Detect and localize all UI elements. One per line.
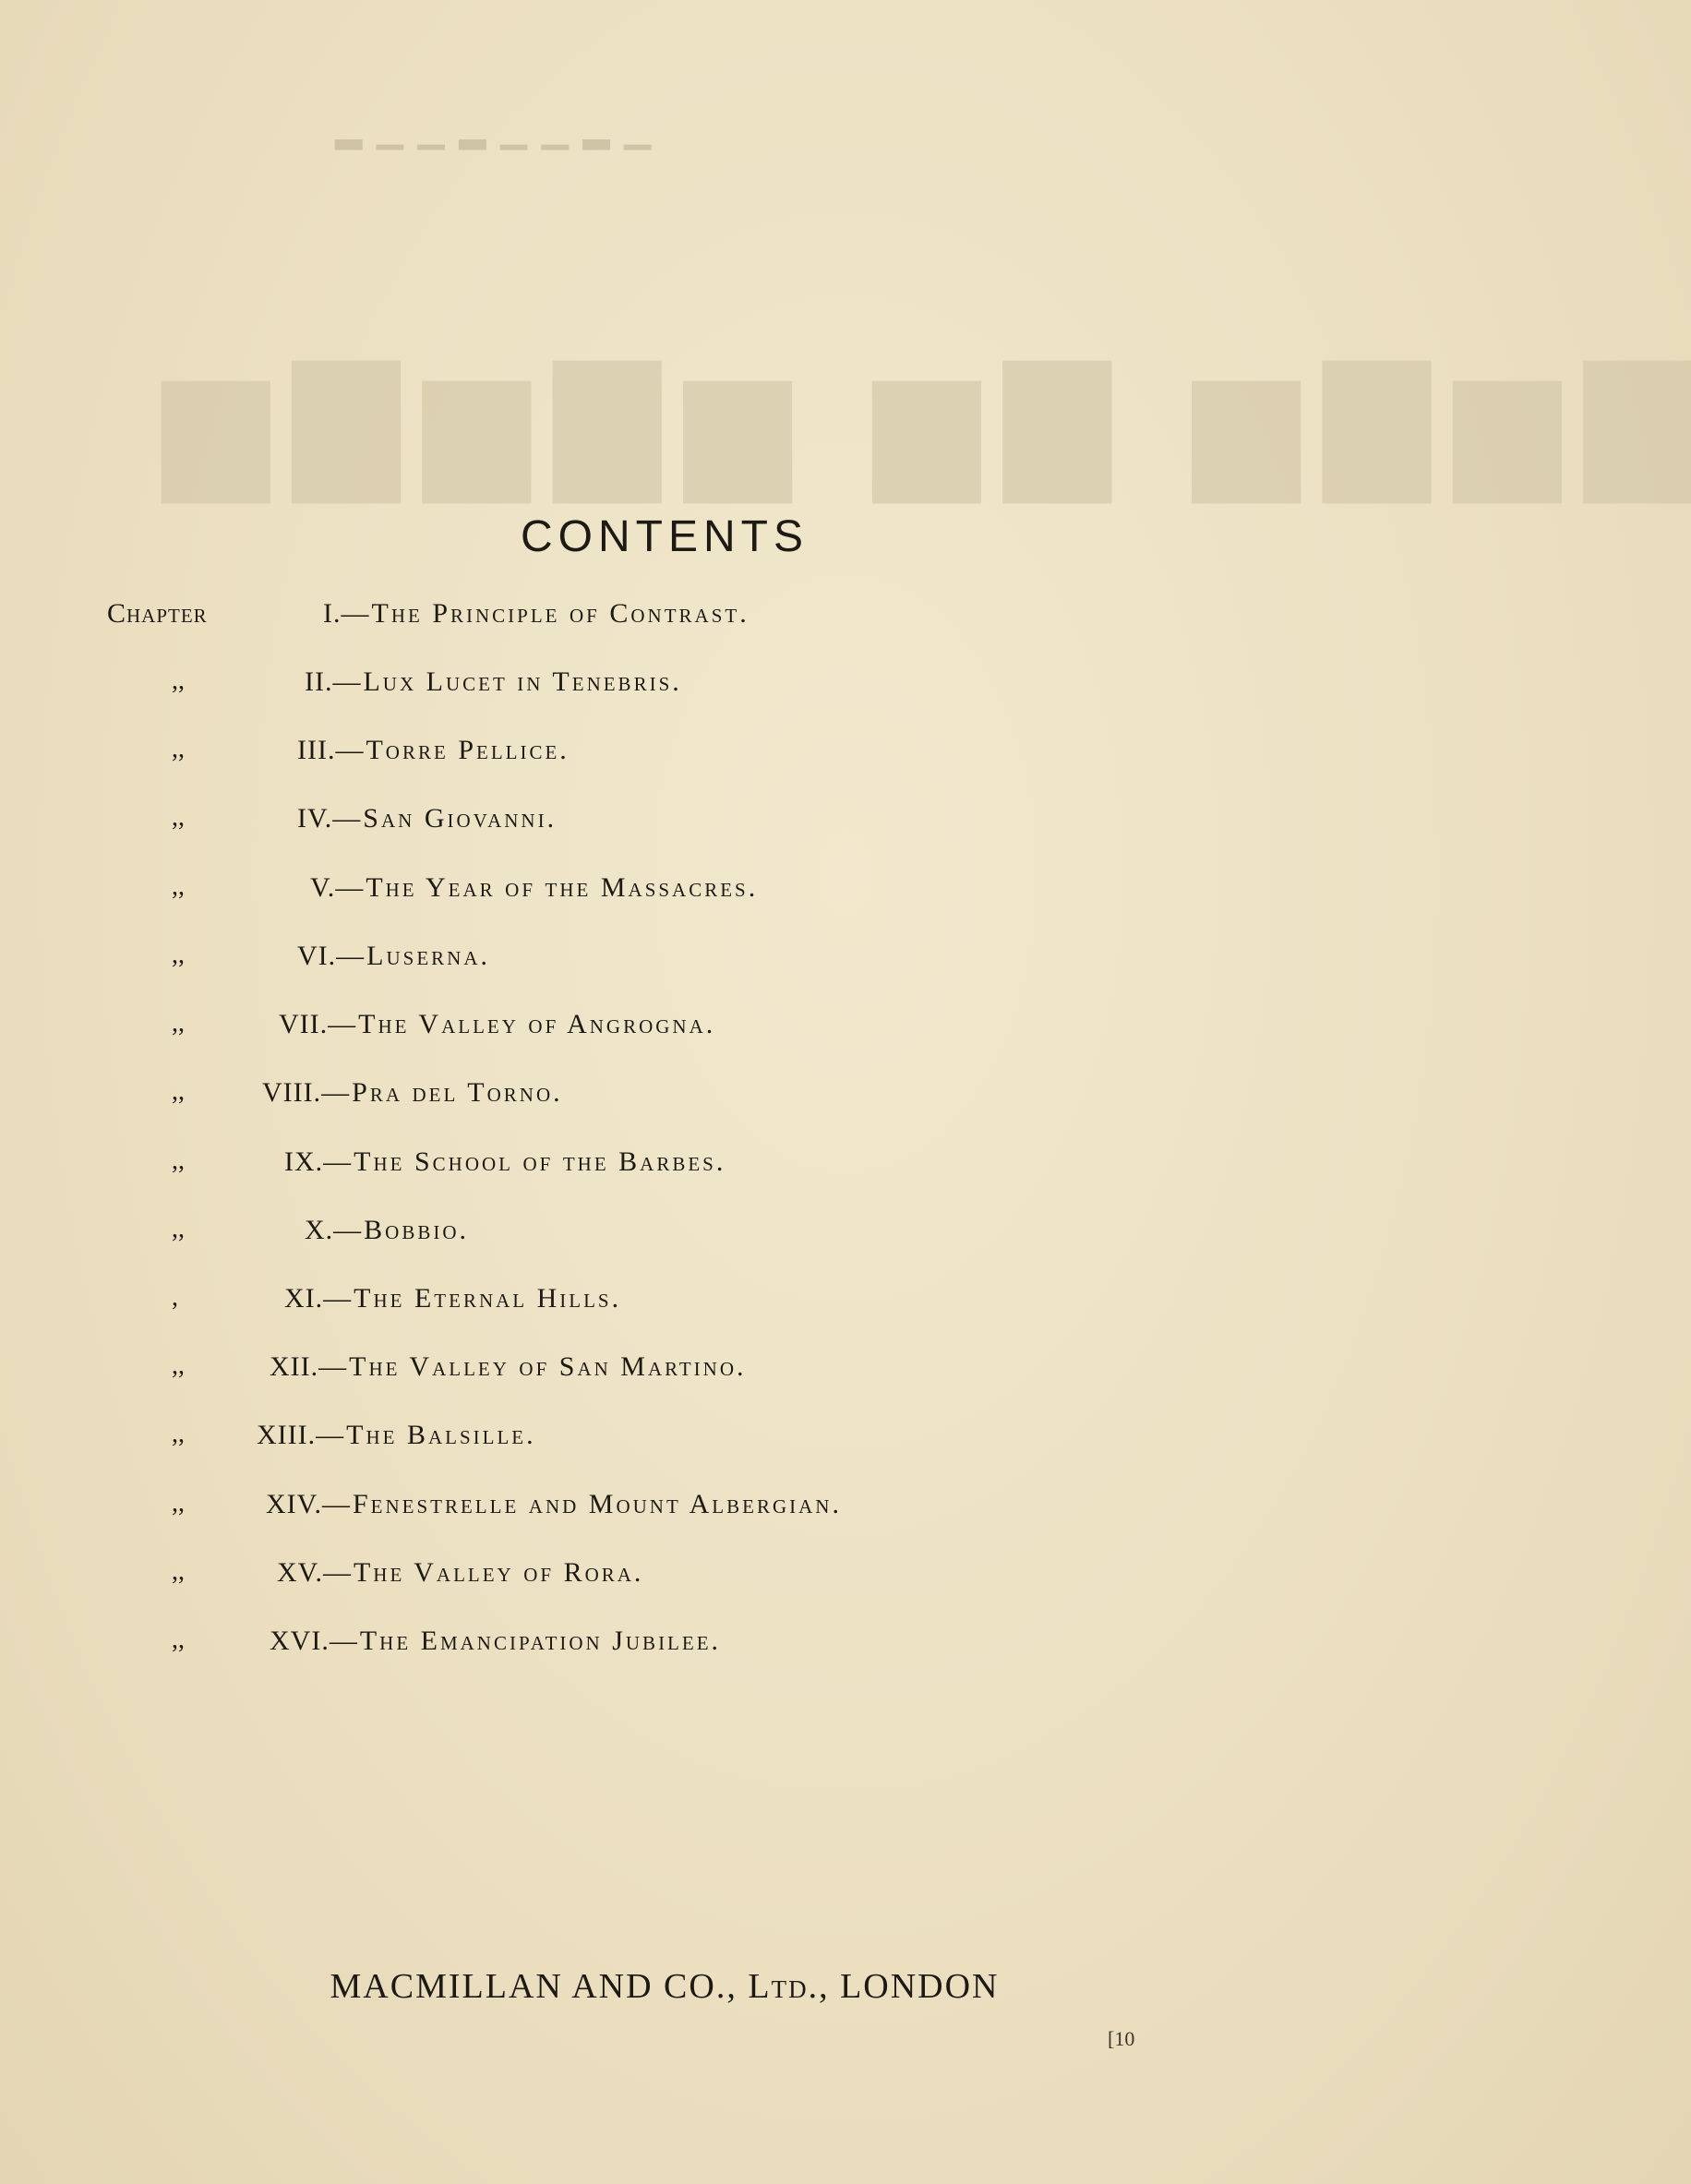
ditto-mark: ,, [172,1215,185,1243]
toc-row [0,666,1329,722]
chapter-entry [279,1009,715,1040]
ditto-mark: ,, [172,1077,185,1106]
chapter-title: —The Eternal Hills. [323,1283,622,1314]
chapter-numeral: IV. [297,803,333,834]
chapter-numeral: V. [310,872,336,903]
chapter-entry [284,1146,726,1178]
contents-heading: CONTENTS [521,512,809,562]
chapter-title: —The Year of the Massacres. [335,872,759,903]
ditto-mark: ,, [172,1351,185,1380]
chapter-numeral: XIV. [266,1489,322,1519]
chapter-title: —The Valley of Rora. [322,1557,644,1588]
chapter-entry [257,1420,536,1451]
show-through-shadow: ▇▆▇▆ ▇▆ ▆▇▆▇▆ [138,346,1691,499]
chapter-entry [297,735,570,766]
chapter-numeral: II. [305,666,333,697]
ditto-mark: ,, [172,803,185,832]
chapter-numeral: IX. [284,1146,324,1177]
chapter-entry [277,1557,643,1589]
publisher-name: MACMILLAN AND CO., [330,1967,749,2006]
toc-row [0,872,1329,928]
chapter-entry [305,1215,469,1246]
chapter-title: —The Balsille. [316,1420,536,1450]
ditto-mark: ,, [172,941,185,969]
chapter-numeral: VII. [279,1009,329,1039]
chapter-title: —Bobbio. [333,1215,470,1245]
toc-row [0,1557,1329,1613]
chapter-entry [284,1283,621,1314]
chapter-numeral: III. [297,735,336,765]
chapter-title: —San Giovanni. [332,803,558,834]
chapter-title: —Fenestrelle and Mount Albergian. [321,1489,842,1519]
signature-mark: [10 [1108,2027,1135,2050]
chapter-numeral: I. [323,598,342,629]
chapter-title: —Luserna. [336,941,490,971]
chapter-title: —Torre Pellice. [335,735,570,765]
chapter-entry [297,803,557,834]
chapter-entry [305,666,682,698]
toc-row [0,1215,1329,1270]
toc-row [0,1283,1329,1338]
toc-row [0,1009,1329,1064]
ditto-mark: ,, [172,1009,185,1038]
chapter-entry [266,1489,842,1520]
chapter-title: —Lux Lucet in Tenebris. [332,666,682,697]
ditto-mark: ,, [172,1146,185,1175]
chapter-numeral: XVI. [270,1626,330,1656]
ditto-mark: , [172,1283,178,1312]
chapter-entry [310,872,758,904]
chapter-entry [323,598,750,630]
toc-row [0,598,1329,654]
chapter-entry [270,1626,721,1657]
show-through-shadow: ▁ ▂ ▁ ▁ ▂ ▁ ▁ ▂ [332,111,652,150]
chapter-entry [297,941,490,972]
publisher-imprint [0,1966,1329,2007]
chapter-numeral: X. [305,1215,334,1245]
toc-row [0,1077,1329,1133]
toc-row [0,1489,1329,1544]
ditto-mark: ,, [172,1489,185,1518]
chapter-title: —The Principle of Contrast. [341,598,750,629]
toc-row [0,1146,1329,1202]
chapter-title: —The Emancipation Jubilee. [329,1626,722,1656]
chapter-numeral: XIII. [257,1420,317,1450]
ditto-mark: ,, [172,1626,185,1654]
chapter-title: —Pra del Torno. [321,1077,563,1108]
chapter-title: —The Valley of Angrogna. [328,1009,716,1039]
ditto-mark: ,, [172,872,185,901]
ditto-mark: ,, [172,1420,185,1448]
toc-row [0,1351,1329,1407]
publisher-city: , LONDON [819,1967,1000,2006]
chapter-numeral: XI. [284,1283,324,1314]
chapter-numeral: XV. [277,1557,323,1588]
chapter-numeral: VIII. [262,1077,322,1108]
chapter-numeral: XII. [270,1351,319,1382]
chapter-entry [270,1351,747,1383]
chapter-entry [262,1077,563,1109]
toc-row [0,1420,1329,1475]
chapter-numeral: VI. [297,941,337,971]
chapter-title: —The Valley of San Martino. [318,1351,747,1382]
toc-row [0,803,1329,858]
chapter-title: —The School of the Barbes. [323,1146,726,1177]
toc-row [0,941,1329,996]
ditto-mark: ,, [172,735,185,763]
toc-row [0,735,1329,790]
ditto-mark: ,, [172,1557,185,1586]
ditto-mark: ,, [172,666,185,695]
publisher-ltd: Ltd. [748,1967,820,2006]
toc-row [0,1626,1329,1681]
chapter-label: Chapter [107,598,208,629]
